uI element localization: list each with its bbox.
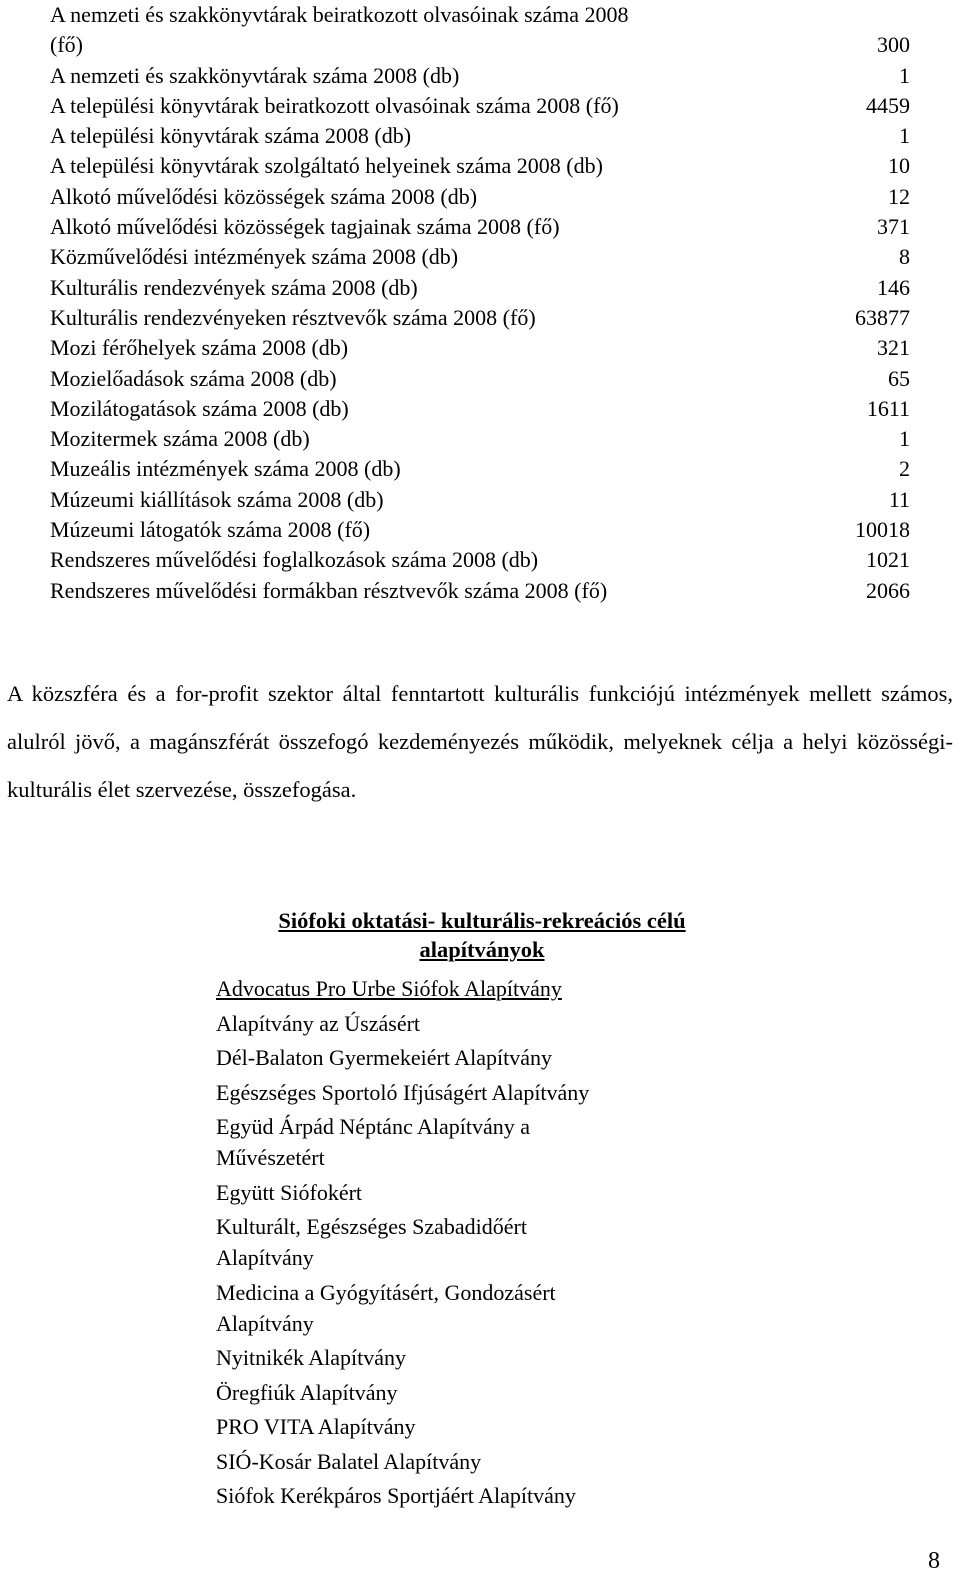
stat-value: 63877 — [855, 304, 910, 330]
foundation-item — [216, 1177, 776, 1208]
foundation-item — [216, 973, 776, 1004]
foundation-item — [216, 1008, 776, 1039]
stat-row — [50, 151, 910, 181]
stat-label: Rendszeres művelődési formákban résztvevők száma 2008 (fő) — [50, 577, 608, 603]
stat-label: Közművelődési intézmények száma 2008 (db) — [50, 244, 459, 270]
foundation-item-line: PRO VITA Alapítvány — [216, 1414, 416, 1439]
stat-value: 1 — [899, 426, 910, 452]
stat-label: A települési könyvtárak beiratkozott olvasóinak száma 2008 (fő) — [50, 92, 619, 118]
foundation-item-line: Alapítvány az Úszásért — [216, 1010, 421, 1036]
foundations-title-line2: alapítványok — [419, 937, 545, 962]
stat-label: A települési könyvtárak száma 2008 (db) — [50, 123, 412, 149]
foundation-item-line: Medicina a Gyógyításért, Gondozásért — [216, 1279, 556, 1305]
stat-row — [50, 91, 910, 121]
stat-value: 1611 — [866, 395, 910, 421]
foundation-item-line: Együtt Siófokért — [216, 1179, 363, 1205]
foundation-item-line: Művészetért — [216, 1145, 325, 1170]
stat-value: 12 — [888, 183, 910, 209]
stat-row — [50, 0, 910, 61]
foundation-item — [216, 1377, 776, 1408]
stat-value: 65 — [888, 365, 910, 391]
stat-value: 10018 — [855, 517, 910, 543]
stat-value: 321 — [877, 335, 910, 361]
stat-label: A települési könyvtárak szolgáltató helyeinek száma 2008 (db) — [50, 153, 603, 179]
stat-label: Mozitermek száma 2008 (db) — [50, 426, 310, 452]
stat-label: Kulturális rendezvények száma 2008 (db) — [50, 274, 418, 300]
stat-value: 10 — [888, 153, 910, 179]
foundation-item-line: Együd Árpád Néptánc Alapítvány a — [216, 1114, 531, 1139]
stat-row — [50, 394, 910, 424]
statistics-table — [50, 0, 910, 606]
stat-label: Kulturális rendezvényeken résztvevők száma 2008 (fő) — [50, 304, 536, 330]
stat-label: Mozi férőhelyek száma 2008 (db) — [50, 335, 349, 361]
foundation-item-line: Öregfiúk Alapítvány — [216, 1379, 398, 1405]
stat-row — [50, 485, 910, 515]
stat-value: 2 — [899, 456, 910, 482]
stat-value: 300 — [877, 32, 910, 58]
stat-row — [50, 545, 910, 575]
foundation-item-line: Siófok Kerékpáros Sportjáért Alapítvány — [216, 1483, 576, 1508]
foundation-item — [216, 1211, 776, 1273]
stat-label: Múzeumi látogatók száma 2008 (fő) — [50, 517, 371, 543]
foundation-item — [216, 1342, 776, 1373]
stat-label: Alkotó művelődési közösségek száma 2008 (db) — [50, 183, 478, 209]
foundations-section — [216, 906, 776, 1515]
stat-row — [50, 515, 910, 545]
foundation-item-line: Advocatus Pro Urbe Siófok Alapítvány — [216, 976, 562, 1001]
stat-value: 1 — [899, 62, 910, 88]
stat-row — [50, 576, 910, 606]
stat-value: 4459 — [866, 92, 910, 118]
foundation-item — [216, 1077, 776, 1108]
foundation-item — [216, 1277, 776, 1339]
foundation-item — [216, 1446, 776, 1477]
foundation-item — [216, 1480, 776, 1511]
foundation-item-line: Nyitnikék Alapítvány — [216, 1345, 407, 1370]
stat-row — [50, 61, 910, 91]
foundation-item-line: SIÓ-Kosár Balatel Alapítvány — [216, 1448, 482, 1474]
stat-row — [50, 212, 910, 242]
stat-row — [50, 424, 910, 454]
foundation-item-line: Kulturált, Egészséges Szabadidőért — [216, 1214, 527, 1239]
stat-row — [50, 273, 910, 303]
stat-row — [50, 242, 910, 272]
stat-row — [50, 182, 910, 212]
stat-label: Rendszeres művelődési foglalkozások száma 2008 (db) — [50, 547, 539, 573]
stat-row — [50, 454, 910, 484]
foundation-item-line: Alapítvány — [216, 1310, 314, 1336]
stat-value: 146 — [877, 274, 910, 300]
stat-row — [50, 303, 910, 333]
stat-label: A nemzeti és szakkönyvtárak száma 2008 (db) — [50, 62, 460, 88]
stat-label-line: A nemzeti és szakkönyvtárak beiratkozott olvasóinak száma 2008 — [50, 2, 629, 27]
foundation-item-line: Egészséges Sportoló Ifjúságért Alapítvány — [216, 1079, 590, 1105]
foundation-item-line: Alapítvány — [216, 1245, 314, 1270]
foundation-item-line: Dél-Balaton Gyermekeiért Alapítvány — [216, 1045, 552, 1070]
stat-row — [50, 121, 910, 151]
stat-row — [50, 333, 910, 363]
stat-label: Mozielőadások száma 2008 (db) — [50, 365, 337, 391]
foundation-item — [216, 1111, 776, 1173]
page-number: 8 — [928, 1548, 940, 1574]
stat-value: 1021 — [866, 547, 910, 573]
stat-row — [50, 364, 910, 394]
foundations-title — [216, 906, 748, 964]
stat-label: Alkotó művelődési közösségek tagjainak száma 2008 (fő) — [50, 214, 560, 240]
foundation-item — [216, 1042, 776, 1073]
stat-value: 1 — [899, 123, 910, 149]
stat-value: 371 — [877, 214, 910, 240]
stat-value: 11 — [888, 486, 910, 512]
body-paragraph: A közszféra és a for-profit szektor által fenntartott kulturális funkciójú intézmények mellett számos, alulról jövő, a magánszférát összefogó kezdeményezés működik, melyeknek célja a helyi közösségi-kulturális élet szervezése, összefogása. — [7, 681, 953, 802]
stat-label-line: (fő) — [50, 32, 83, 58]
foundations-title-line1: Siófoki oktatási- kulturális-rekreációs célú — [278, 908, 686, 933]
foundation-item — [216, 1411, 776, 1442]
stat-label: Mozilátogatások száma 2008 (db) — [50, 395, 349, 421]
stat-value: 8 — [899, 244, 910, 270]
stat-value: 2066 — [866, 577, 910, 603]
stat-label — [50, 0, 629, 61]
stat-label: Múzeumi kiállítások száma 2008 (db) — [50, 486, 384, 512]
foundations-list — [216, 973, 776, 1511]
stat-label: Muzeális intézmények száma 2008 (db) — [50, 456, 401, 482]
